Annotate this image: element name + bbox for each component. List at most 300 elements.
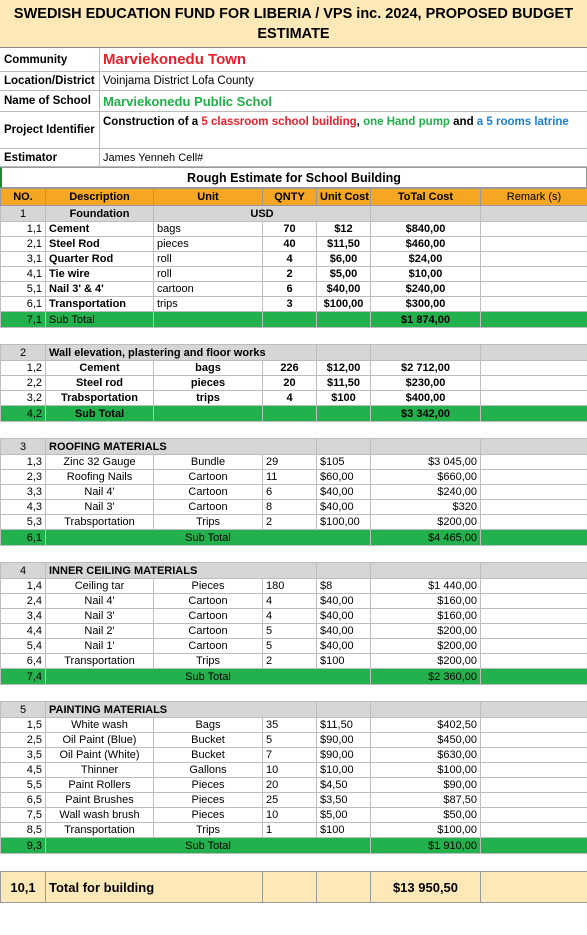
item-total-cost: $300,00 xyxy=(371,297,481,312)
item-remark xyxy=(481,252,587,267)
item-unit: Gallons xyxy=(154,763,263,778)
subtotal-row xyxy=(1,406,587,422)
project-classrooms: 5 classroom school building xyxy=(201,116,357,128)
item-total-cost: $160,00 xyxy=(371,609,481,624)
subtotal-empty-cell xyxy=(154,406,263,422)
item-unit: Bundle xyxy=(154,455,263,470)
spacer-row xyxy=(1,854,587,872)
section-number: 4 xyxy=(1,563,46,579)
estimator-value: James Yenneh Cell# xyxy=(103,151,204,164)
item-remark xyxy=(481,763,587,778)
item-remark xyxy=(481,748,587,763)
school-value: Marviekonedu Public Schol xyxy=(103,93,273,109)
section-number: 1 xyxy=(1,206,46,222)
col-header-remarks: Remark (s) xyxy=(481,189,587,206)
community-value: Marviekonedu Town xyxy=(103,51,247,68)
project-value xyxy=(100,112,587,148)
item-description: Nail 1' xyxy=(46,639,154,654)
item-total-cost: $2 712,00 xyxy=(371,361,481,376)
subtotal-empty-cell xyxy=(481,312,587,328)
item-total-cost: $160,00 xyxy=(371,594,481,609)
item-description: Tie wire xyxy=(46,267,154,282)
item-number: 3,3 xyxy=(1,485,46,500)
subtotal-label: Sub Total xyxy=(46,530,371,546)
total-label: Total for building xyxy=(46,872,263,903)
item-number: 2,4 xyxy=(1,594,46,609)
item-unit: roll xyxy=(154,267,263,282)
section-row xyxy=(1,206,587,222)
item-row xyxy=(1,515,587,530)
item-unit-cost: $8 xyxy=(317,579,371,594)
item-quantity: 10 xyxy=(263,808,317,823)
item-remark xyxy=(481,470,587,485)
item-unit-cost: $6,00 xyxy=(317,252,371,267)
item-remark xyxy=(481,624,587,639)
item-row xyxy=(1,267,587,282)
item-remark xyxy=(481,778,587,793)
item-unit: Cartoon xyxy=(154,470,263,485)
item-quantity: 5 xyxy=(263,639,317,654)
subtotal-number: 7,4 xyxy=(1,669,46,685)
item-remark xyxy=(481,639,587,654)
item-remark xyxy=(481,485,587,500)
project-text-1: Construction of a xyxy=(103,116,202,128)
item-unit-cost: $100 xyxy=(317,391,371,406)
section-empty-cell xyxy=(317,439,371,455)
item-row xyxy=(1,793,587,808)
item-unit-cost: $40,00 xyxy=(317,282,371,297)
item-description: Transportation xyxy=(46,297,154,312)
subtotal-row xyxy=(1,669,587,685)
item-description: Nail 3' xyxy=(46,609,154,624)
subtotal-label: Sub Total xyxy=(46,669,371,685)
item-unit-cost: $5,00 xyxy=(317,808,371,823)
item-quantity: 1 xyxy=(263,823,317,838)
section-empty-cell xyxy=(371,439,481,455)
item-unit: trips xyxy=(154,297,263,312)
item-quantity: 20 xyxy=(263,778,317,793)
subtotal-empty-cell xyxy=(317,312,371,328)
item-quantity: 6 xyxy=(263,485,317,500)
item-row xyxy=(1,237,587,252)
item-unit: Cartoon xyxy=(154,639,263,654)
item-number: 5,5 xyxy=(1,778,46,793)
item-unit: trips xyxy=(154,391,263,406)
item-unit: Pieces xyxy=(154,793,263,808)
section-number: 5 xyxy=(1,702,46,718)
item-unit: Pieces xyxy=(154,579,263,594)
item-description: Paint Brushes xyxy=(46,793,154,808)
item-unit: Trips xyxy=(154,515,263,530)
item-total-cost: $90,00 xyxy=(371,778,481,793)
item-unit-cost: $105 xyxy=(317,455,371,470)
item-description: White wash xyxy=(46,718,154,733)
budget-table-body xyxy=(1,189,587,903)
item-number: 1,3 xyxy=(1,455,46,470)
item-description: Paint Rollers xyxy=(46,778,154,793)
item-number: 2,3 xyxy=(1,470,46,485)
item-row xyxy=(1,748,587,763)
item-row xyxy=(1,609,587,624)
item-total-cost: $50,00 xyxy=(371,808,481,823)
item-total-cost: $3 045,00 xyxy=(371,455,481,470)
item-unit: Cartoon xyxy=(154,594,263,609)
item-row xyxy=(1,733,587,748)
subtotal-empty-cell xyxy=(481,838,587,854)
item-remark xyxy=(481,823,587,838)
subtotal-label: Sub Total xyxy=(46,312,154,328)
section-empty-cell xyxy=(371,563,481,579)
section-name: PAINTING MATERIALS xyxy=(46,702,317,718)
item-total-cost: $630,00 xyxy=(371,748,481,763)
item-remark xyxy=(481,515,587,530)
item-total-cost: $460,00 xyxy=(371,237,481,252)
item-total-cost: $1 440,00 xyxy=(371,579,481,594)
location-label: Location/District xyxy=(0,72,100,90)
item-unit: Cartoon xyxy=(154,500,263,515)
item-row xyxy=(1,823,587,838)
item-description: Nail 3' xyxy=(46,500,154,515)
item-number: 7,5 xyxy=(1,808,46,823)
item-total-cost: $400,00 xyxy=(371,391,481,406)
item-unit: pieces xyxy=(154,376,263,391)
item-total-cost: $87,50 xyxy=(371,793,481,808)
item-remark xyxy=(481,654,587,669)
section-name: Wall elevation, plastering and floor works xyxy=(46,345,317,361)
item-row xyxy=(1,282,587,297)
item-total-cost: $24,00 xyxy=(371,252,481,267)
subtotal-value: $4 465,00 xyxy=(371,530,481,546)
item-description: Thinner xyxy=(46,763,154,778)
item-total-cost: $240,00 xyxy=(371,282,481,297)
item-total-cost: $200,00 xyxy=(371,639,481,654)
item-row xyxy=(1,470,587,485)
item-quantity: 4 xyxy=(263,609,317,624)
col-header-no: NO. xyxy=(1,189,46,206)
item-unit-cost: $11,50 xyxy=(317,376,371,391)
subtotal-label: Sub Total xyxy=(46,406,154,422)
item-number: 5,1 xyxy=(1,282,46,297)
item-unit: Trips xyxy=(154,823,263,838)
section-empty-cell xyxy=(317,563,371,579)
item-unit-cost: $11,50 xyxy=(317,237,371,252)
currency-label: USD xyxy=(154,206,371,222)
item-description: Transportation xyxy=(46,823,154,838)
item-unit: Pieces xyxy=(154,808,263,823)
item-unit: Cartoon xyxy=(154,609,263,624)
estimate-heading: Rough Estimate for School Building xyxy=(0,167,587,188)
grand-total-row xyxy=(1,872,587,903)
column-header-row xyxy=(1,189,587,206)
item-quantity: 29 xyxy=(263,455,317,470)
item-number: 1,5 xyxy=(1,718,46,733)
item-quantity: 11 xyxy=(263,470,317,485)
subtotal-empty-cell xyxy=(481,406,587,422)
item-description: Ceiling tar xyxy=(46,579,154,594)
item-unit: Bucket xyxy=(154,733,263,748)
section-empty-cell xyxy=(481,345,587,361)
subtotal-empty-cell xyxy=(154,312,263,328)
item-remark xyxy=(481,718,587,733)
item-number: 5,3 xyxy=(1,515,46,530)
item-description: Wall wash brush xyxy=(46,808,154,823)
item-description: Steel rod xyxy=(46,376,154,391)
section-empty-cell xyxy=(371,702,481,718)
subtotal-empty-cell xyxy=(263,406,317,422)
subtotal-number: 9,3 xyxy=(1,838,46,854)
item-number: 1,4 xyxy=(1,579,46,594)
subtotal-number: 6,1 xyxy=(1,530,46,546)
item-row xyxy=(1,594,587,609)
item-description: Cement xyxy=(46,222,154,237)
item-number: 5,4 xyxy=(1,639,46,654)
col-header-unit-cost: Unit Cost xyxy=(317,189,371,206)
total-number: 10,1 xyxy=(1,872,46,903)
item-unit-cost: $5,00 xyxy=(317,267,371,282)
subtotal-empty-cell xyxy=(481,669,587,685)
item-quantity: 35 xyxy=(263,718,317,733)
item-total-cost: $230,00 xyxy=(371,376,481,391)
subtotal-value: $1 874,00 xyxy=(371,312,481,328)
item-unit-cost: $40,00 xyxy=(317,624,371,639)
item-remark xyxy=(481,455,587,470)
item-quantity: 5 xyxy=(263,733,317,748)
item-unit: cartoon xyxy=(154,282,263,297)
project-label: Project Identifier xyxy=(0,112,100,148)
item-unit: pieces xyxy=(154,237,263,252)
item-remark xyxy=(481,500,587,515)
section-empty-cell xyxy=(317,702,371,718)
subtotal-value: $2 360,00 xyxy=(371,669,481,685)
item-row xyxy=(1,624,587,639)
item-description: Oil Paint (Blue) xyxy=(46,733,154,748)
total-empty-cell xyxy=(263,872,317,903)
subtotal-row xyxy=(1,530,587,546)
col-header-qnty: QNTY xyxy=(263,189,317,206)
item-row xyxy=(1,808,587,823)
item-number: 4,4 xyxy=(1,624,46,639)
item-row xyxy=(1,376,587,391)
item-quantity: 226 xyxy=(263,361,317,376)
item-unit-cost: $100,00 xyxy=(317,515,371,530)
subtotal-empty-cell xyxy=(263,312,317,328)
item-quantity: 4 xyxy=(263,252,317,267)
section-name: INNER CEILING MATERIALS xyxy=(46,563,317,579)
section-empty-cell xyxy=(317,345,371,361)
item-unit-cost: $40,00 xyxy=(317,485,371,500)
item-row xyxy=(1,297,587,312)
subtotal-empty-cell xyxy=(481,530,587,546)
item-number: 1,1 xyxy=(1,222,46,237)
item-unit: Pieces xyxy=(154,778,263,793)
item-row xyxy=(1,222,587,237)
item-description: Transportation xyxy=(46,654,154,669)
spacer-row xyxy=(1,422,587,439)
section-number: 3 xyxy=(1,439,46,455)
item-row xyxy=(1,763,587,778)
item-description: Nail 3' & 4' xyxy=(46,282,154,297)
school-label: Name of School xyxy=(0,91,100,111)
section-number: 2 xyxy=(1,345,46,361)
item-number: 6,1 xyxy=(1,297,46,312)
section-name: Foundation xyxy=(46,206,154,222)
item-description: Quarter Rod xyxy=(46,252,154,267)
item-unit: Cartoon xyxy=(154,485,263,500)
item-number: 8,5 xyxy=(1,823,46,838)
item-row xyxy=(1,455,587,470)
item-total-cost: $450,00 xyxy=(371,733,481,748)
item-row xyxy=(1,485,587,500)
item-row xyxy=(1,639,587,654)
subtotal-row xyxy=(1,312,587,328)
section-empty-cell xyxy=(371,206,481,222)
item-unit-cost: $3,50 xyxy=(317,793,371,808)
sheet-title xyxy=(0,0,587,48)
item-unit: roll xyxy=(154,252,263,267)
item-remark xyxy=(481,391,587,406)
item-row xyxy=(1,718,587,733)
section-empty-cell xyxy=(481,439,587,455)
project-text-3: and xyxy=(449,116,477,128)
item-remark xyxy=(481,609,587,624)
estimator-label: Estimator xyxy=(0,149,100,166)
item-number: 6,5 xyxy=(1,793,46,808)
item-total-cost: $100,00 xyxy=(371,823,481,838)
item-row xyxy=(1,391,587,406)
subtotal-number: 4,2 xyxy=(1,406,46,422)
location-row xyxy=(0,72,587,91)
item-total-cost: $320 xyxy=(371,500,481,515)
item-number: 2,1 xyxy=(1,237,46,252)
item-remark xyxy=(481,793,587,808)
item-unit-cost: $40,00 xyxy=(317,594,371,609)
item-quantity: 2 xyxy=(263,654,317,669)
item-remark xyxy=(481,594,587,609)
item-unit: Trips xyxy=(154,654,263,669)
col-header-description: Description xyxy=(46,189,154,206)
item-remark xyxy=(481,376,587,391)
item-row xyxy=(1,778,587,793)
estimator-row xyxy=(0,149,587,167)
item-quantity: 180 xyxy=(263,579,317,594)
item-number: 4,5 xyxy=(1,763,46,778)
item-unit-cost: $11,50 xyxy=(317,718,371,733)
item-remark xyxy=(481,282,587,297)
item-unit: Bucket xyxy=(154,748,263,763)
item-description: Oil Paint (White) xyxy=(46,748,154,763)
item-unit-cost: $12 xyxy=(317,222,371,237)
item-total-cost: $840,00 xyxy=(371,222,481,237)
spacer-cell xyxy=(1,546,587,563)
section-empty-cell xyxy=(481,206,587,222)
item-quantity: 5 xyxy=(263,624,317,639)
project-text-2: , xyxy=(356,116,364,128)
item-quantity: 25 xyxy=(263,793,317,808)
subtotal-value: $1 910,00 xyxy=(371,838,481,854)
item-description: Zinc 32 Gauge xyxy=(46,455,154,470)
item-unit-cost: $40,00 xyxy=(317,639,371,654)
item-remark xyxy=(481,237,587,252)
item-unit-cost: $100,00 xyxy=(317,297,371,312)
section-empty-cell xyxy=(481,702,587,718)
spacer-cell xyxy=(1,685,587,702)
item-number: 2,2 xyxy=(1,376,46,391)
item-total-cost: $10,00 xyxy=(371,267,481,282)
subtotal-label: Sub Total xyxy=(46,838,371,854)
section-empty-cell xyxy=(481,563,587,579)
item-quantity: 10 xyxy=(263,763,317,778)
item-number: 3,5 xyxy=(1,748,46,763)
item-unit-cost: $90,00 xyxy=(317,733,371,748)
item-row xyxy=(1,654,587,669)
item-unit: Cartoon xyxy=(154,624,263,639)
total-empty-cell xyxy=(481,872,587,903)
item-quantity: 2 xyxy=(263,267,317,282)
spacer-row xyxy=(1,685,587,702)
section-row xyxy=(1,345,587,361)
community-label: Community xyxy=(0,48,100,71)
section-row xyxy=(1,563,587,579)
item-quantity: 8 xyxy=(263,500,317,515)
item-remark xyxy=(481,579,587,594)
item-quantity: 4 xyxy=(263,594,317,609)
item-description: Trabsportation xyxy=(46,515,154,530)
item-unit-cost: $100 xyxy=(317,654,371,669)
item-description: Nail 4' xyxy=(46,485,154,500)
location-value: Voinjama District Lofa County xyxy=(103,75,254,87)
item-unit-cost: $4,50 xyxy=(317,778,371,793)
item-number: 3,2 xyxy=(1,391,46,406)
item-description: Nail 4' xyxy=(46,594,154,609)
item-number: 1,2 xyxy=(1,361,46,376)
item-total-cost: $660,00 xyxy=(371,470,481,485)
school-row xyxy=(0,91,587,112)
item-description: Roofing Nails xyxy=(46,470,154,485)
project-latrine: a 5 rooms latrine xyxy=(476,116,569,128)
item-description: Steel Rod xyxy=(46,237,154,252)
item-unit-cost: $100 xyxy=(317,823,371,838)
budget-table xyxy=(0,188,587,903)
item-quantity: 40 xyxy=(263,237,317,252)
item-quantity: 70 xyxy=(263,222,317,237)
item-total-cost: $402,50 xyxy=(371,718,481,733)
total-value: $13 950,50 xyxy=(371,872,481,903)
item-description: Nail 2' xyxy=(46,624,154,639)
item-unit: bags xyxy=(154,222,263,237)
item-unit-cost: $12,00 xyxy=(317,361,371,376)
item-number: 4,3 xyxy=(1,500,46,515)
item-unit-cost: $90,00 xyxy=(317,748,371,763)
item-row xyxy=(1,361,587,376)
item-unit-cost: $40,00 xyxy=(317,609,371,624)
item-quantity: 6 xyxy=(263,282,317,297)
section-row xyxy=(1,439,587,455)
item-number: 2,5 xyxy=(1,733,46,748)
title-text: SWEDISH EDUCATION FUND FOR LIBERIA / VPS inc. 2024, PROPOSED BUDGET ESTIMATE xyxy=(13,5,574,42)
section-row xyxy=(1,702,587,718)
item-quantity: 20 xyxy=(263,376,317,391)
item-quantity: 7 xyxy=(263,748,317,763)
item-unit: Bags xyxy=(154,718,263,733)
item-row xyxy=(1,500,587,515)
project-handpump: one Hand pump xyxy=(363,116,450,128)
item-number: 6,4 xyxy=(1,654,46,669)
item-remark xyxy=(481,808,587,823)
item-row xyxy=(1,579,587,594)
spacer-cell xyxy=(1,422,587,439)
section-name: ROOFING MATERIALS xyxy=(46,439,317,455)
item-quantity: 3 xyxy=(263,297,317,312)
